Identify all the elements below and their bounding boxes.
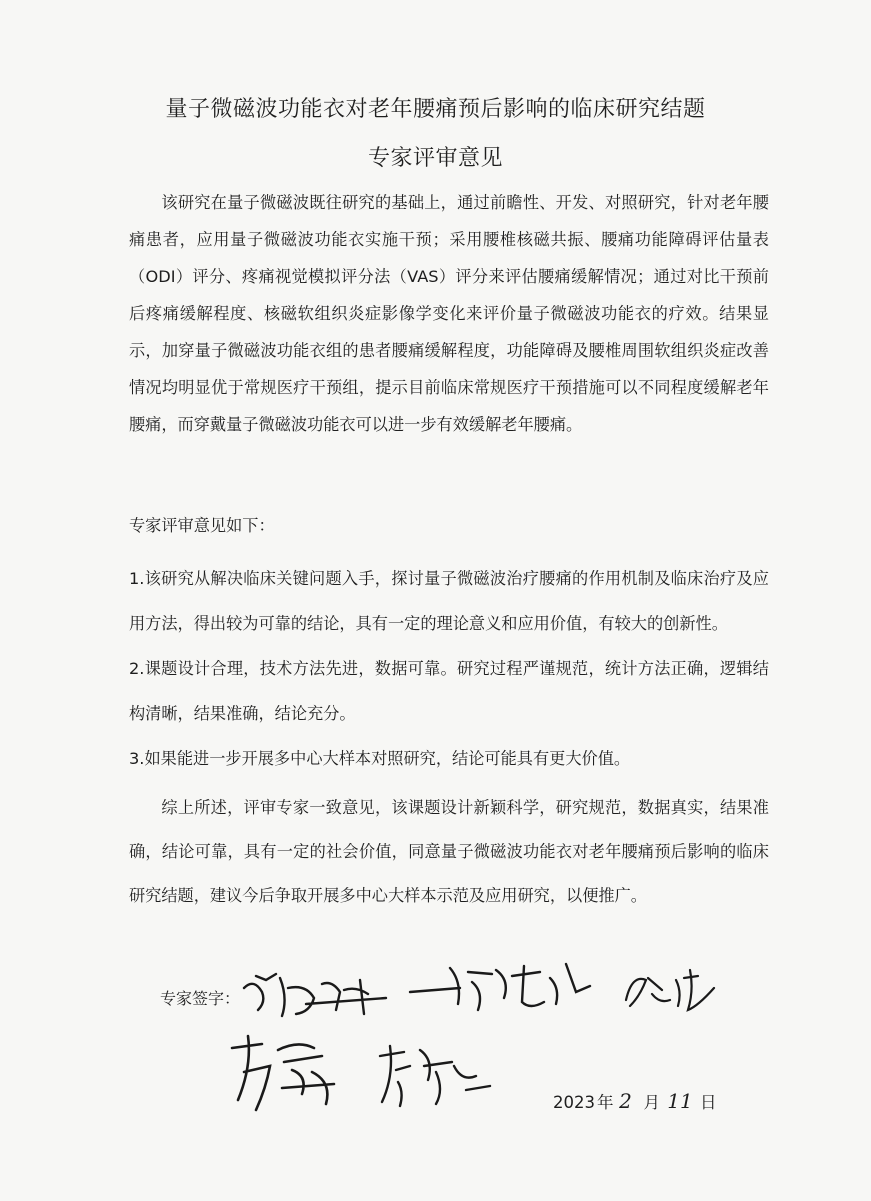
signature-5 [370,1036,500,1116]
opinion-item-2: 2.课题设计合理，技术方法先进，数据可靠。研究过程严谨规范，统计方法正确，逻辑结构清晰，结果准确，结论充分。 [129,659,769,723]
date-day: 11 [667,1089,693,1113]
opinion-item-1: 1.该研究从解决临床关键问题入手，探讨量子微磁波治疗腰痛的作用机制及临床治疗及应用方法，得出较为可靠的结论，具有一定的理论意义和应用价值，有较大的创新性。 [129,569,769,633]
opinions-heading: 专家评审意见如下： [129,516,275,535]
document-title: 量子微磁波功能衣对老年腰痛预后影响的临床研究结题 [165,97,706,122]
date-year: 2023 [553,1093,595,1112]
date-year-unit: 年 [597,1093,614,1112]
signature-3 [618,960,728,1020]
signature-1 [236,958,396,1028]
signature-4 [222,1026,352,1118]
date-month: 2 [619,1089,632,1113]
signature-label: 专家签字： [160,989,241,1008]
date-month-unit: 月 [643,1093,660,1112]
document-subtitle: 专家评审意见 [367,146,503,171]
opinion-item-3: 3.如果能进一步开展多中心大样本对照研究，结论可能具有更大价值。 [129,749,631,768]
signing-date [553,1089,717,1113]
conclusion-paragraph: 综上所述，评审专家一致意见，该课题设计新颖科学，研究规范，数据真实，结果准确，结论可靠，具有一定的社会价值，同意量子微磁波功能衣对老年腰痛预后影响的临床研究结题，建议今后争取开展多中心大样本示范及应用研究，以便推广。 [129,798,769,905]
date-day-unit: 日 [700,1093,717,1112]
signature-2 [400,952,600,1022]
summary-paragraph: 该研究在量子微磁波既往研究的基础上，通过前瞻性、开发、对照研究，针对老年腰痛患者，应用量子微磁波功能衣实施干预；采用腰椎核磁共振、腰痛功能障碍评估量表（ODI）评分、疼痛视觉模拟评分法（VAS）评分来评估腰痛缓解情况；通过对比干预前后疼痛缓解程度、核磁软组织炎症影像学变化来评价量子微磁波功能衣的疗效。结果显示，加穿量子微磁波功能衣组的患者腰痛缓解程度，功能障碍及腰椎周围软组织炎症改善情况均明显优于常规医疗干预组，提示目前临床常规医疗干预措施可以不同程度缓解老年腰痛，而穿戴量子微磁波功能衣可以进一步有效缓解老年腰痛。 [129,193,769,434]
